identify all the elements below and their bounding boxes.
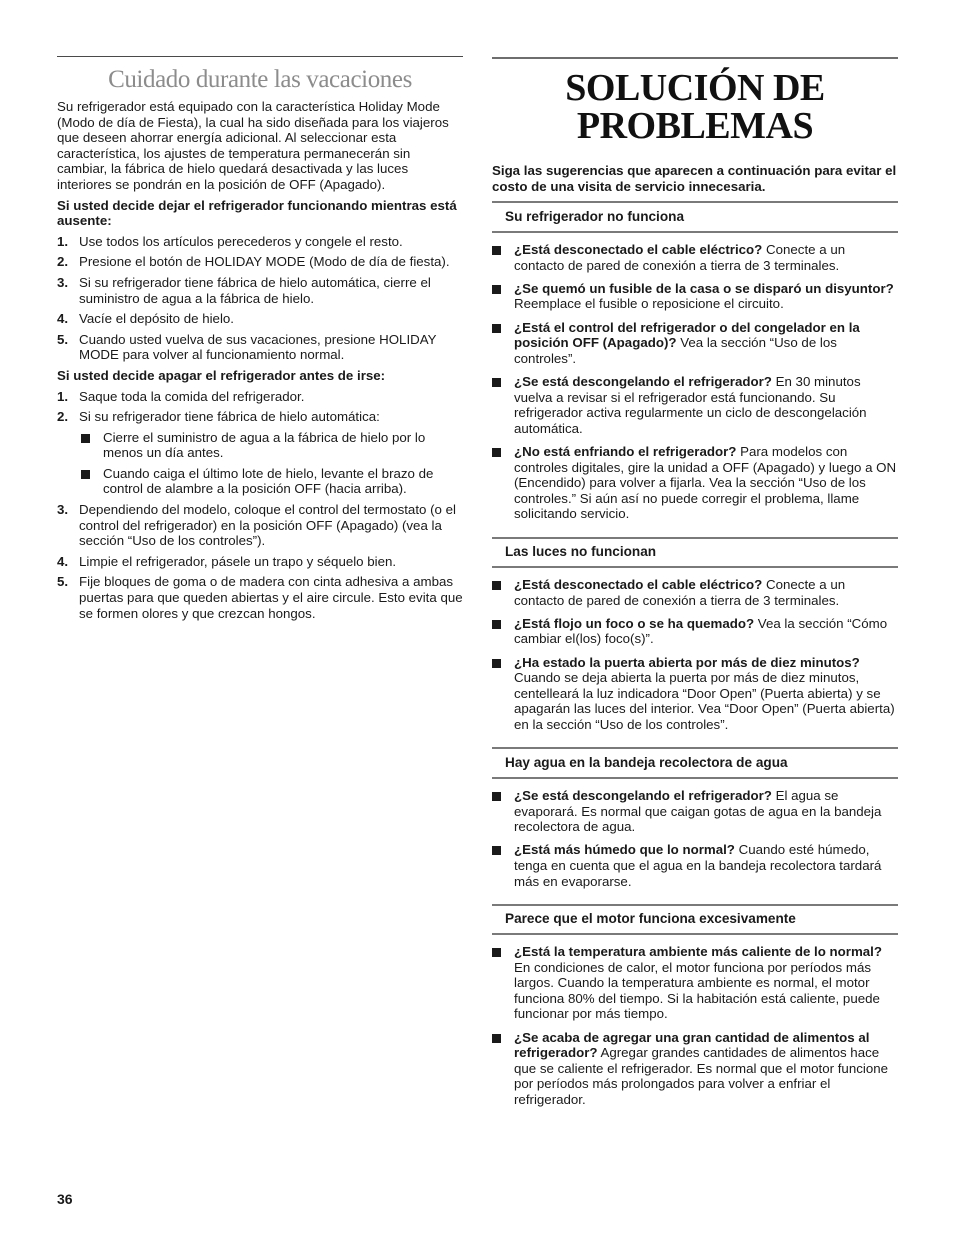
- square-bullet-icon: [492, 246, 501, 255]
- vacation-intro: Su refrigerador está equipado con la característica Holiday Mode (Modo de día de Fiesta), la cual ha sido diseñada para los viajeros que deseen ahorrar energía adicional. Al seleccionar esta característica, los ajustes de temperatura permanecerán sin cambiar, la fábrica de hielo quedará desactivada y las luces interiores se pondrán en la posición de OFF (Apagado).: [57, 99, 449, 192]
- list-item: ¿Está desconectado el cable eléctrico? Conecte a un contacto de pared de conexión a tierra de 3 terminales.: [492, 242, 898, 273]
- troubleshooting-intro: Siga las sugerencias que aparecen a continuación para evitar el costo de una visita de servicio innecesaria.: [492, 163, 897, 194]
- list-item: ¿Está más húmedo que lo normal? Cuando esté húmedo, tenga en cuenta que el agua en la bandeja recolectora tardará más en evaporarse.: [492, 842, 898, 889]
- square-bullet-icon: [492, 620, 501, 629]
- section-rule-top: [492, 904, 898, 906]
- square-bullet-icon: [492, 324, 501, 333]
- section-items-not-working: [492, 242, 898, 529]
- list-item: ¿Está flojo un foco o se ha quemado? Vea la sección “Cómo cambiar el(los) foco(s)”.: [492, 616, 898, 647]
- troubleshooting-title: [492, 69, 898, 145]
- section-heading-lights: Las luces no funcionan: [505, 544, 657, 559]
- list-item: ¿Está desconectado el cable eléctrico? Conecte a un contacto de pared de conexión a tierra de 3 terminales.: [492, 577, 898, 608]
- square-bullet-icon: [492, 659, 501, 668]
- list-item: 3. Dependiendo del modelo, coloque el control del termostato (o el control del refrigerador) en la posición OFF (Apagado) (vea la sección “Uso de los controles”).: [57, 502, 456, 549]
- section-rule-bottom: [492, 231, 898, 233]
- vacation-care-title: Cuidado durante las vacaciones: [108, 66, 412, 93]
- square-bullet-icon: [492, 378, 501, 387]
- sub-list-item: Cuando caiga el último lote de hielo, levante el brazo de control de alambre a la posición OFF (hacia arriba).: [79, 466, 463, 497]
- section-rule-bottom: [492, 566, 898, 568]
- list-item: ¿Se está descongelando el refrigerador? El agua se evaporará. Es normal que caigan gotas de agua en la bandeja recolectora de agua.: [492, 788, 898, 835]
- square-bullet-icon: [81, 470, 90, 479]
- section-rule-top: [492, 537, 898, 539]
- page-number: 36: [57, 1191, 73, 1207]
- section-items-water-tray: [492, 788, 898, 897]
- vacation-care-body: [57, 99, 463, 626]
- leave-running-steps: [57, 234, 463, 363]
- list-item: ¿Se acaba de agregar una gran cantidad de alimentos al refrigerador? Agregar grandes cantidades de alimentos hace que se caliente el refrigerador. Es normal que el motor funcione por períodos más prolongados para volver a enfriar el refrigerador.: [492, 1030, 898, 1108]
- list-item: ¿No está enfriando el refrigerador? Para modelos con controles digitales, gire la unidad a OFF (Apagado) y luego a ON (Encendido) para volver a fijarla. Vea la sección “Uso de los controles.” Si aún así no puede corregir el problema, llame solicitando servicio.: [492, 444, 898, 522]
- section-items-lights: [492, 577, 898, 740]
- list-item: 2. Presione el botón de HOLIDAY MODE (Modo de día de fiesta).: [57, 254, 450, 270]
- square-bullet-icon: [492, 948, 501, 957]
- title-line-1: SOLUCIÓN DE: [565, 67, 825, 109]
- list-item: ¿Se está descongelando el refrigerador? En 30 minutos vuelva a revisar si el refrigerador está funcionando. Su refrigerador activa regularmente un ciclo de descongelación automática.: [492, 374, 898, 436]
- leave-running-heading: Si usted decide dejar el refrigerador funcionando mientras está ausente:: [57, 197, 457, 229]
- square-bullet-icon: [81, 434, 90, 443]
- section-rule-bottom: [492, 933, 898, 935]
- list-item: ¿Se quemó un fusible de la casa o se disparó un disyuntor? Reemplace el fusible o reposicione el circuito.: [492, 281, 898, 312]
- list-item: 1. Saque toda la comida del refrigerador.: [57, 388, 305, 404]
- list-item: 2. Si su refrigerador tiene fábrica de hielo automática: Cierre el suministro de agua a la fábrica de hielo por lo menos un día antes. Cuando caiga el último lote de hielo, levante el brazo de control de alambre a la posición OFF (hacia arriba).: [57, 409, 463, 497]
- section-heading-not-working: Su refrigerador no funciona: [505, 209, 685, 224]
- section-items-motor: [492, 944, 898, 1115]
- square-bullet-icon: [492, 846, 501, 855]
- list-item: ¿Está la temperatura ambiente más caliente de lo normal? En condiciones de calor, el motor funciona por períodos más largos. Cuando la temperatura ambiente es normal, el motor funciona 80% del tiempo. Si la habitación está caliente, puede funcionar por más tiempo.: [492, 944, 898, 1022]
- top-rule-right: [492, 57, 898, 59]
- section-rule-top: [492, 201, 898, 203]
- title-line-2: PROBLEMAS: [576, 105, 814, 147]
- list-item: 4. Vacíe el depósito de hielo.: [57, 311, 234, 327]
- list-item: ¿Ha estado la puerta abierta por más de diez minutos? Cuando se deja abierta la puerta por más de diez minutos, centelleará la luz indicadora “Door Open” (Puerta abierta) y se apagarán las luces del interior. Vea “Door Open” (Puerta abierta) en la sección “Uso de los controles”.: [492, 655, 898, 733]
- list-item: 1. Use todos los artículos perecederos y congele el resto.: [57, 233, 403, 249]
- square-bullet-icon: [492, 792, 501, 801]
- section-heading-water-tray: Hay agua en la bandeja recolectora de agua: [505, 755, 788, 770]
- square-bullet-icon: [492, 1034, 501, 1043]
- list-item: 3. Si su refrigerador tiene fábrica de hielo automática, cierre el suministro de agua a la fábrica de hielo.: [57, 274, 431, 306]
- list-item: 5. Fije bloques de goma o de madera con cinta adhesiva a ambas puertas para que queden abiertas y el aire circule. Esto evita que se formen olores y que crezcan hongos.: [57, 574, 463, 621]
- ice-maker-subitems: [79, 430, 463, 497]
- square-bullet-icon: [492, 285, 501, 294]
- list-item: 5. Cuando usted vuelva de sus vacaciones, presione HOLIDAY MODE para volver al funcionamiento normal.: [57, 331, 437, 363]
- turn-off-heading: Si usted decide apagar el refrigerador antes de irse:: [57, 367, 386, 383]
- top-rule-left: [57, 56, 463, 57]
- turn-off-steps: [57, 389, 463, 622]
- list-item: 4. Limpie el refrigerador, pásele un trapo y séquelo bien.: [57, 553, 397, 569]
- section-heading-motor: Parece que el motor funciona excesivamente: [505, 911, 796, 926]
- square-bullet-icon: [492, 448, 501, 457]
- sub-list-item: Cierre el suministro de agua a la fábrica de hielo por lo menos un día antes.: [79, 430, 463, 461]
- square-bullet-icon: [492, 581, 501, 590]
- section-rule-top: [492, 747, 898, 749]
- section-rule-bottom: [492, 777, 898, 779]
- list-item: ¿Está el control del refrigerador o del congelador en la posición OFF (Apagado)? Vea la sección “Uso de los controles”.: [492, 320, 898, 367]
